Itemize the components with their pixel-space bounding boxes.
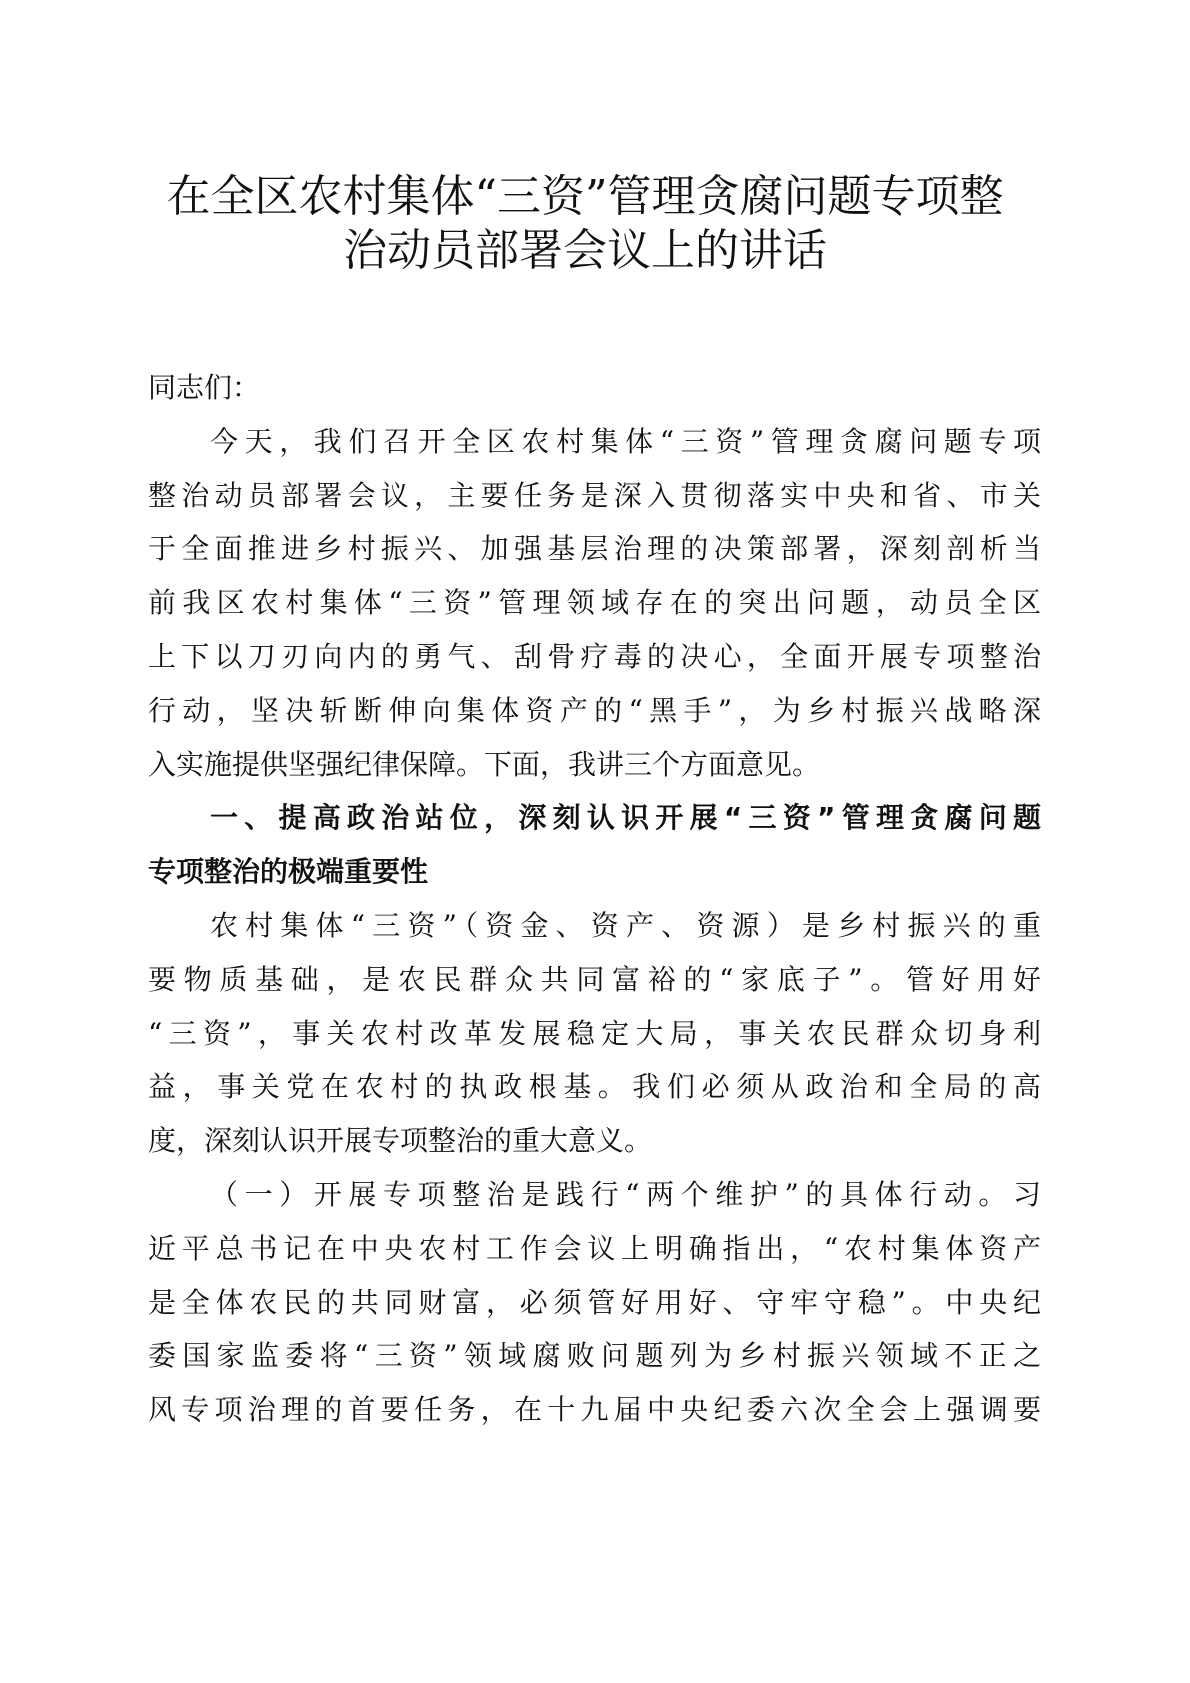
paragraph-line: 益，事关党在农村的执政根基。我们必须从政治和全局的高 [148,1070,1041,1104]
salutation [148,361,1041,415]
paragraph-line: 近平总书记在中央农村工作会议上明确指出，“农村集体资产 [148,1231,1041,1265]
paragraph-line: 风专项治理的首要任务，在十九届中央纪委六次全会上强调要 [148,1393,1041,1427]
paragraph-line: 入实施提供坚强纪律保障。下面，我讲三个方面意见。 [148,747,821,781]
paragraph-line: 整治动员部署会议，主要任务是深入贯彻落实中央和省、市关 [148,478,1041,512]
paragraph-line: 于全面推进乡村振兴、加强基层治理的决策部署，深刻剖析当 [148,532,1041,566]
heading-line: 专项整治的极端重要性 [148,855,429,889]
title-line: 在全区农村集体“三资”管理贪腐问题专项整 [166,171,1004,222]
paragraph-line: 是全体农民的共同财富，必须管好用好、守牢守稳”。中央纪 [148,1285,1041,1319]
paragraph-line: （一）开展专项整治是践行“两个维护”的具体行动。习 [210,1177,1041,1211]
document-body [148,361,1041,1437]
paragraph-line: 今天，我们召开全区农村集体“三资”管理贪腐问题专项 [210,424,1041,458]
paragraph-intro [148,415,1041,792]
heading-line: 一、提高政治站位，深刻认识开展“三资”管理贪腐问题 [210,801,1041,835]
paragraph-line: 前我区农村集体“三资”管理领域存在的突出问题，动员全区 [148,586,1041,620]
paragraph-line: 委国家监委将“三资”领域腐败问题列为乡村振兴领域不正之 [148,1339,1041,1373]
title-line: 治动员部署会议上的讲话 [343,225,827,276]
paragraph-line: “三资”，事关农村改革发展稳定大局，事关农民群众切身利 [148,1016,1041,1050]
paragraph-line: 要物质基础，是农民群众共同富裕的“家底子”。管好用好 [148,962,1041,996]
paragraph-line: 度，深刻认识开展专项整治的重大意义。 [148,1124,653,1158]
paragraph-section-1 [148,899,1041,1168]
paragraph-subsection-1 [148,1168,1041,1437]
section-heading-1 [148,791,1041,899]
document-title [140,170,1030,278]
paragraph-line: 上下以刀刃向内的勇气、刮骨疗毒的决心，全面开展专项整治 [148,639,1041,673]
paragraph-line: 行动，坚决斩断伸向集体资产的“黑手”，为乡村振兴战略深 [148,693,1041,727]
paragraph-line: 农村集体“三资”（资金、资产、资源）是乡村振兴的重 [210,908,1041,942]
salutation-text: 同志们： [148,371,261,404]
